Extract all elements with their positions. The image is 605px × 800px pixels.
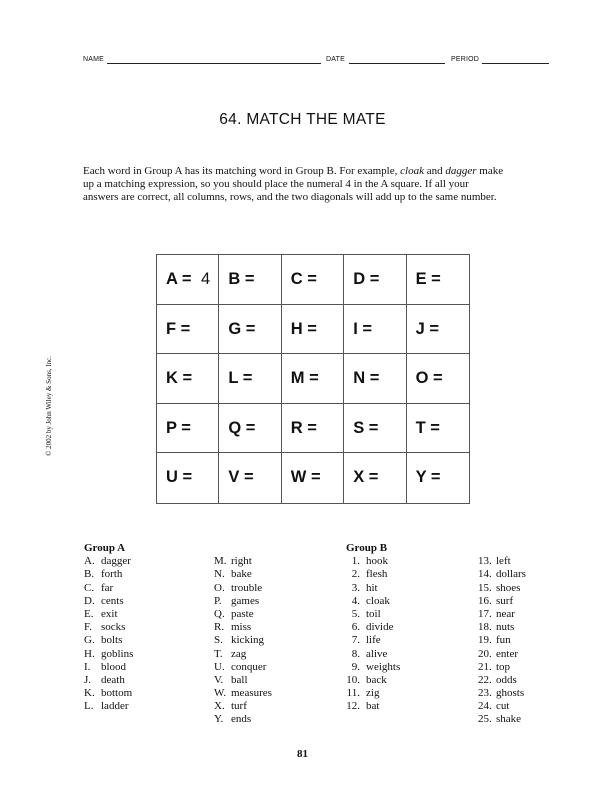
list-item xyxy=(84,687,204,700)
item-word: measures xyxy=(231,687,272,700)
grid-cell[interactable] xyxy=(282,354,344,404)
instructions-line-2: up a matching expression, so you should place the numeral 4 in the A square. If all your xyxy=(83,178,469,191)
grid-cell-answer[interactable]: 4 xyxy=(201,270,211,288)
grid-cell-label: V = xyxy=(228,468,254,487)
list-item xyxy=(84,700,204,713)
item-word: bake xyxy=(231,568,252,581)
list-item xyxy=(84,648,204,661)
item-word: turf xyxy=(231,700,247,713)
grid-cell-label: C = xyxy=(290,270,317,288)
item-word: conquer xyxy=(231,660,267,673)
item-key: 13. xyxy=(478,555,492,568)
item-key: J. xyxy=(84,673,92,686)
item-key: U. xyxy=(214,660,225,673)
item-key: E. xyxy=(84,607,94,620)
item-key: 23. xyxy=(478,687,492,700)
grid-cell-label: L = xyxy=(228,369,253,388)
item-key: M. xyxy=(214,555,227,568)
grid-cell-label: O = xyxy=(415,369,443,388)
grid-cell[interactable] xyxy=(344,354,406,404)
page-number: 81 xyxy=(297,748,308,760)
item-key: 4. xyxy=(351,594,360,607)
grid-cell[interactable] xyxy=(157,255,219,305)
item-key: T. xyxy=(214,647,223,660)
item-key: 9. xyxy=(351,660,360,673)
grid-cell[interactable] xyxy=(407,305,469,355)
list-item xyxy=(346,608,456,621)
item-key: 6. xyxy=(351,621,360,634)
item-key: L. xyxy=(84,700,94,713)
item-key: A. xyxy=(84,555,95,568)
item-word: bolts xyxy=(101,634,123,647)
item-key: 15. xyxy=(478,581,492,594)
list-item xyxy=(84,582,204,595)
list-item xyxy=(84,621,204,634)
item-key: B. xyxy=(84,568,95,581)
grid-cell-label: G = xyxy=(228,319,256,338)
item-key: 22. xyxy=(478,673,492,686)
item-word: blood xyxy=(101,660,127,673)
grid-cell[interactable] xyxy=(219,453,281,503)
item-word: exit xyxy=(101,607,118,620)
item-key: W. xyxy=(214,687,227,700)
grid-cell[interactable] xyxy=(407,404,469,454)
grid-cell-label: B = xyxy=(228,270,255,288)
item-key: 3. xyxy=(351,581,360,594)
grid-cell-label: A = xyxy=(166,270,192,288)
list-item xyxy=(84,661,204,674)
grid-cell[interactable] xyxy=(157,354,219,404)
item-key: 17. xyxy=(478,607,492,620)
item-word: cut xyxy=(496,700,510,713)
grid-cell[interactable] xyxy=(282,453,344,503)
item-word: fun xyxy=(496,634,511,647)
group-a-heading: Group A xyxy=(84,542,126,554)
grid-cell-label: S = xyxy=(353,418,379,437)
item-word: enter xyxy=(496,647,518,660)
list-item xyxy=(478,648,558,661)
list-item xyxy=(214,608,324,621)
period-label: PERIOD xyxy=(451,56,480,63)
item-word: hook xyxy=(366,555,388,568)
instructions-line-1: Each word in Group A has its matching word in Group B. For example, cloak and dagger make xyxy=(83,165,504,177)
list-item xyxy=(346,687,456,700)
grid-cell-label: T = xyxy=(415,418,440,437)
item-key: P. xyxy=(214,594,222,607)
list-item xyxy=(84,608,204,621)
item-word: life xyxy=(366,634,381,647)
grid-cell[interactable] xyxy=(219,404,281,454)
list-item xyxy=(214,700,324,713)
grid-cell[interactable] xyxy=(407,255,469,305)
student-info-header xyxy=(83,53,549,67)
grid-cell[interactable] xyxy=(344,404,406,454)
item-key: 12. xyxy=(346,700,360,713)
item-key: Q. xyxy=(214,607,225,620)
grid-cell-label: M = xyxy=(290,369,319,388)
item-key: 8. xyxy=(351,647,360,660)
grid-cell[interactable] xyxy=(282,404,344,454)
list-item xyxy=(346,674,456,687)
list-item xyxy=(214,674,324,687)
list-item xyxy=(214,634,324,647)
item-key: N. xyxy=(214,568,225,581)
grid-cell-label: J = xyxy=(415,319,439,338)
item-word: nuts xyxy=(496,621,515,634)
group-b-list-continued xyxy=(478,542,558,727)
item-word: ball xyxy=(231,673,248,686)
list-item xyxy=(478,634,558,647)
item-key: 25. xyxy=(478,713,492,726)
grid-cell-label: R = xyxy=(290,418,317,437)
list-item xyxy=(214,555,324,568)
list-item xyxy=(478,700,558,713)
item-key: K. xyxy=(84,687,95,700)
item-key: V. xyxy=(214,673,224,686)
magic-square-grid xyxy=(156,254,470,504)
item-word: zag xyxy=(231,647,247,660)
list-item xyxy=(214,687,324,700)
item-word: kicking xyxy=(231,634,264,647)
item-word: cents xyxy=(101,594,124,607)
list-item xyxy=(84,568,204,581)
list-item xyxy=(478,713,558,726)
example-word-cloak: cloak xyxy=(400,165,424,177)
list-item xyxy=(214,661,324,674)
list-item xyxy=(478,595,558,608)
list-item xyxy=(478,661,558,674)
grid-cell-label: Y = xyxy=(415,468,441,487)
list-item xyxy=(214,621,324,634)
item-key: 18. xyxy=(478,621,492,634)
list-item xyxy=(478,555,558,568)
name-label: NAME xyxy=(83,56,105,63)
list-item xyxy=(214,648,324,661)
item-word: dagger xyxy=(101,555,131,568)
item-word: shake xyxy=(496,713,522,726)
grid-cell[interactable] xyxy=(407,354,469,404)
grid-cell[interactable] xyxy=(282,305,344,355)
item-word: ladder xyxy=(101,700,129,713)
item-word: far xyxy=(101,581,114,594)
grid-cell-label: H = xyxy=(290,319,317,338)
item-word: flesh xyxy=(366,568,388,581)
grid-cell[interactable] xyxy=(344,255,406,305)
list-item xyxy=(214,568,324,581)
list-item xyxy=(478,582,558,595)
item-word: goblins xyxy=(101,647,134,660)
list-item xyxy=(478,621,558,634)
grid-cell[interactable] xyxy=(344,305,406,355)
item-word: dollars xyxy=(496,568,526,581)
item-key: 2. xyxy=(351,568,360,581)
grid-cell-label: N = xyxy=(353,369,380,388)
item-key: 19. xyxy=(478,634,492,647)
list-item xyxy=(478,687,558,700)
group-a-list-continued xyxy=(214,542,324,727)
list-item xyxy=(214,582,324,595)
item-key: G. xyxy=(84,634,95,647)
item-word: bat xyxy=(366,700,380,713)
period-field[interactable] xyxy=(482,63,549,64)
grid-cell-label: X = xyxy=(353,468,379,487)
list-item xyxy=(84,595,204,608)
item-word: weights xyxy=(366,660,401,673)
grid-cell-label: U = xyxy=(166,468,193,487)
instructions xyxy=(83,165,553,205)
list-item xyxy=(214,595,324,608)
item-word: hit xyxy=(366,581,378,594)
item-key: 20. xyxy=(478,647,492,660)
grid-cell-label: F = xyxy=(166,319,191,338)
item-key: F. xyxy=(84,621,92,634)
item-key: I. xyxy=(84,660,91,673)
item-key: 21. xyxy=(478,660,492,673)
item-key: 1. xyxy=(351,555,360,568)
item-key: X. xyxy=(214,700,225,713)
item-word: divide xyxy=(366,621,394,634)
grid-cell-label: P = xyxy=(166,418,191,437)
item-word: toil xyxy=(366,607,381,620)
item-word: cloak xyxy=(366,594,390,607)
item-key: 11. xyxy=(346,687,360,700)
list-item xyxy=(478,568,558,581)
item-word: surf xyxy=(496,594,514,607)
list-item xyxy=(84,634,204,647)
item-key: 7. xyxy=(351,634,360,647)
grid-cell[interactable] xyxy=(219,255,281,305)
list-item xyxy=(84,674,204,687)
grid-cell-label: K = xyxy=(166,369,193,388)
item-word: near xyxy=(496,607,515,620)
grid-cell[interactable] xyxy=(282,255,344,305)
page-title: 64. MATCH THE MATE xyxy=(219,111,386,128)
list-item xyxy=(346,595,456,608)
item-key: S. xyxy=(214,634,223,647)
item-word: alive xyxy=(366,647,388,660)
item-word: bottom xyxy=(101,687,133,700)
item-word: forth xyxy=(101,568,123,581)
item-word: ends xyxy=(231,713,252,726)
item-word: ghosts xyxy=(496,687,525,700)
grid-cell[interactable] xyxy=(407,453,469,503)
item-word: socks xyxy=(101,621,126,634)
grid-cell[interactable] xyxy=(157,404,219,454)
item-word: death xyxy=(101,673,125,686)
item-key: 10. xyxy=(346,673,360,686)
item-key: D. xyxy=(84,594,95,607)
item-word: paste xyxy=(231,607,254,620)
item-key: 5. xyxy=(351,607,360,620)
group-b-heading: Group B xyxy=(346,542,388,554)
item-key: 24. xyxy=(478,700,492,713)
instructions-line-3: answers are correct, all columns, rows, and the two diagonals will add up to the same number. xyxy=(83,191,497,204)
item-word: top xyxy=(496,660,511,673)
list-item xyxy=(84,555,204,568)
item-word: back xyxy=(366,673,387,686)
list-item xyxy=(478,674,558,687)
group-b-list xyxy=(346,542,456,713)
grid-cell-label: W = xyxy=(290,468,321,487)
item-word: miss xyxy=(231,621,252,634)
list-item xyxy=(346,661,456,674)
list-item xyxy=(346,568,456,581)
grid-cell[interactable] xyxy=(219,354,281,404)
grid-cell[interactable] xyxy=(219,305,281,355)
list-item xyxy=(346,555,456,568)
item-key: Y. xyxy=(214,713,224,726)
item-word: trouble xyxy=(231,581,263,594)
date-label: DATE xyxy=(326,56,345,63)
item-word: right xyxy=(231,555,252,568)
item-word: games xyxy=(231,594,260,607)
list-item xyxy=(346,648,456,661)
grid-cell[interactable] xyxy=(157,453,219,503)
item-word: zig xyxy=(366,687,380,700)
grid-cell-label: D = xyxy=(353,270,380,288)
date-field[interactable] xyxy=(349,63,445,64)
group-a-list xyxy=(84,542,204,713)
grid-cell-label: E = xyxy=(415,270,441,288)
item-word: left xyxy=(496,555,511,568)
item-key: 16. xyxy=(478,594,492,607)
list-item xyxy=(346,621,456,634)
list-item xyxy=(346,700,456,713)
grid-cell-label: I = xyxy=(353,319,372,338)
example-word-dagger: dagger xyxy=(445,165,477,177)
name-field[interactable] xyxy=(107,63,321,64)
grid-cell[interactable] xyxy=(344,453,406,503)
item-key: 14. xyxy=(478,568,492,581)
item-key: O. xyxy=(214,581,225,594)
list-item xyxy=(346,582,456,595)
item-word: shoes xyxy=(496,581,521,594)
grid-cell-label: Q = xyxy=(228,418,256,437)
item-word: odds xyxy=(496,673,517,686)
item-key: C. xyxy=(84,581,95,594)
list-item xyxy=(478,608,558,621)
grid-cell[interactable] xyxy=(157,305,219,355)
item-key: H. xyxy=(84,647,95,660)
item-key: R. xyxy=(214,621,225,634)
list-item xyxy=(214,713,324,726)
list-item xyxy=(346,634,456,647)
